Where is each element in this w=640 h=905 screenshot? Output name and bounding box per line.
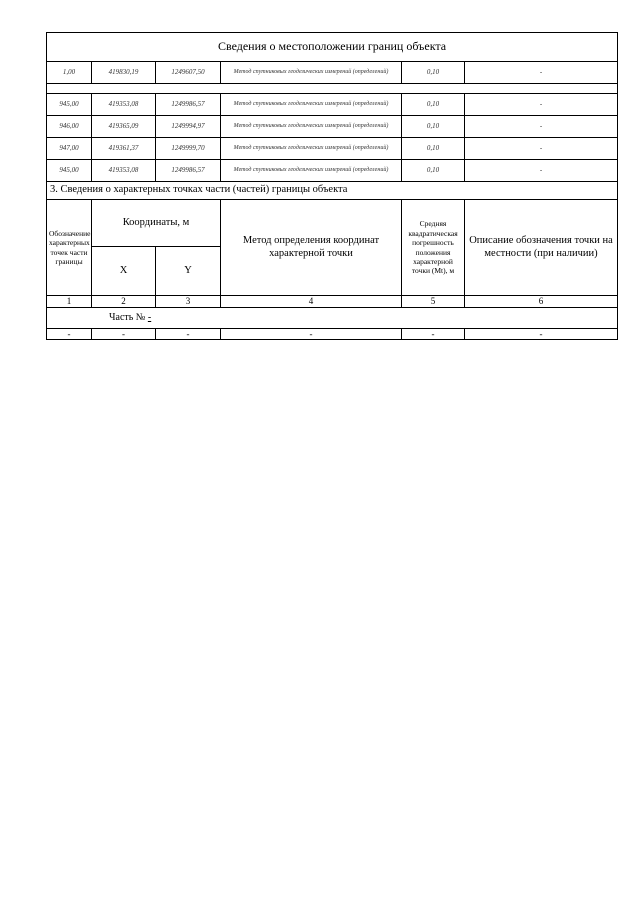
- table-row: [47, 116, 618, 138]
- accuracy-cell: 0,10: [402, 62, 465, 84]
- column-number: 6: [465, 296, 618, 308]
- coord-x: 419361,37: [92, 138, 156, 160]
- empty-cell: -: [92, 329, 156, 340]
- accuracy-cell: 0,10: [402, 160, 465, 182]
- coord-y: 1249607,50: [156, 62, 221, 84]
- part-label: Часть №: [109, 312, 148, 324]
- header-point-designation: Обозначение характерных точек части границы: [47, 200, 92, 296]
- coord-y: 1249986,57: [156, 160, 221, 182]
- coord-x: 419365,09: [92, 116, 156, 138]
- description-cell: -: [465, 94, 618, 116]
- boundary-table: [46, 32, 618, 340]
- part-number: -: [147, 312, 152, 324]
- table-row: [47, 329, 618, 340]
- column-number: 1: [47, 296, 92, 308]
- method-cell: Метод спутниковых геодезических измерений (определений): [221, 62, 402, 84]
- accuracy-cell: 0,10: [402, 94, 465, 116]
- method-cell: Метод спутниковых геодезических измерений (определений): [221, 116, 402, 138]
- spacer-row: [47, 84, 618, 94]
- method-cell: Метод спутниковых геодезических измерений (определений): [221, 160, 402, 182]
- header-row: [47, 200, 618, 247]
- point-number: 945,00: [47, 160, 92, 182]
- header-description: Описание обозначения точки на местности (при наличии): [465, 200, 618, 296]
- table-row: [47, 160, 618, 182]
- header-method: Метод определения координат характерной точки: [221, 200, 402, 296]
- section-title: 3. Сведения о характерных точках части (частей) границы объекта: [47, 182, 618, 200]
- coord-y: 1249986,57: [156, 94, 221, 116]
- table-row: [47, 62, 618, 84]
- part-label-cell: [47, 308, 618, 329]
- header-x: X: [92, 247, 156, 296]
- column-number-row: [47, 296, 618, 308]
- coord-x: 419353,08: [92, 160, 156, 182]
- column-number: 3: [156, 296, 221, 308]
- table-row: [47, 94, 618, 116]
- page-title: Сведения о местоположении границ объекта: [47, 33, 618, 62]
- empty-cell: -: [47, 329, 92, 340]
- method-cell: Метод спутниковых геодезических измерений (определений): [221, 138, 402, 160]
- header-accuracy: Средняя квадратическая погрешность положения характерной точки (Мt), м: [402, 200, 465, 296]
- empty-cell: -: [156, 329, 221, 340]
- accuracy-cell: 0,10: [402, 138, 465, 160]
- table-row: [47, 138, 618, 160]
- part-row: [47, 308, 618, 329]
- empty-cell: -: [402, 329, 465, 340]
- point-number: 1,00: [47, 62, 92, 84]
- description-cell: -: [465, 62, 618, 84]
- coord-x: 419830,19: [92, 62, 156, 84]
- accuracy-cell: 0,10: [402, 116, 465, 138]
- description-cell: -: [465, 116, 618, 138]
- coord-y: 1249994,97: [156, 116, 221, 138]
- title-row: [47, 33, 618, 62]
- method-cell: Метод спутниковых геодезических измерений (определений): [221, 94, 402, 116]
- description-cell: -: [465, 138, 618, 160]
- coord-x: 419353,08: [92, 94, 156, 116]
- empty-cell: -: [465, 329, 618, 340]
- coord-y: 1249999,70: [156, 138, 221, 160]
- point-number: 947,00: [47, 138, 92, 160]
- document-sheet: [46, 32, 617, 340]
- column-number: 5: [402, 296, 465, 308]
- column-number: 4: [221, 296, 402, 308]
- empty-cell: -: [221, 329, 402, 340]
- point-number: 946,00: [47, 116, 92, 138]
- header-coordinates: Координаты, м: [92, 200, 221, 247]
- description-cell: -: [465, 160, 618, 182]
- section-title-row: [47, 182, 618, 200]
- point-number: 945,00: [47, 94, 92, 116]
- header-y: Y: [156, 247, 221, 296]
- column-number: 2: [92, 296, 156, 308]
